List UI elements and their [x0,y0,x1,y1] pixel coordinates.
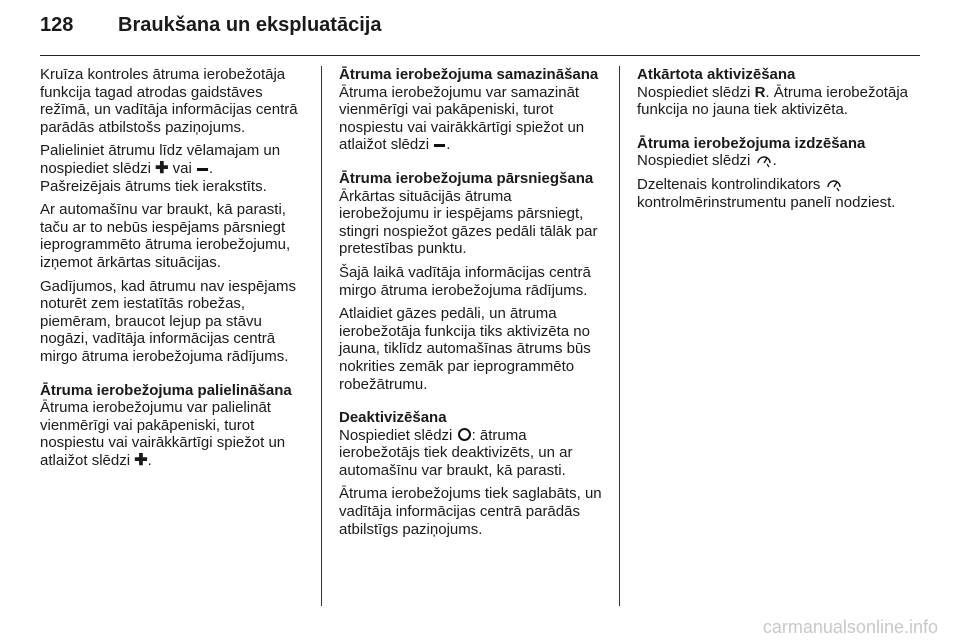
minus-icon [197,168,208,171]
speed-limiter-icon [756,152,772,168]
page-header [40,14,920,37]
paragraph [637,152,909,170]
text: . [209,159,214,177]
section-heading: Ātruma ierobežojuma palielināšana [40,381,292,399]
column-3 [637,66,909,217]
paragraph [339,427,605,480]
speed-limiter-icon [826,176,842,192]
text: Ātruma ierobežojumu var palielināt vienmērīgi vai pakāpeniski, turot nospiestu vai vairākkārtīgi spiežot un atlaižot slēdzi [40,399,286,469]
paragraph: Ar automašīnu var braukt, kā parasti, taču ar to nebūs iespējams pārsniegt ieprogrammēto ātruma ierobežojumu, izņemot ārkārtas situācijas. [40,201,291,271]
paragraph [40,399,312,469]
text: vai [172,159,192,177]
circle-off-icon [458,428,471,441]
paragraph [637,176,909,211]
header-rule [40,55,920,56]
text: Nospiediet slēdzi [637,83,751,101]
section-heading: Atkārtota aktivizēšana [637,66,796,83]
column-divider [321,66,322,606]
paragraph: Ātruma ierobežojums tiek saglabāts, un vadītāja informācijas centrā parādās atbilstīgs paziņojums. [339,485,602,538]
text: Ātruma ierobežojumu var samazināt vienmērīgi vai pakāpeniski, turot nospiestu vai vairākkārtīgi spiežot un atlaižot slēdzi [339,83,585,154]
text: Nospiediet slēdzi [637,152,751,170]
text: Nospiediet slēdzi [339,426,453,444]
column-1 [40,66,312,475]
text: . [772,152,777,170]
text: . [446,136,451,154]
section-heading: Ātruma ierobežojuma pārsniegšana [339,169,594,187]
text: . Ātruma ierobežotāja funkcija no jauna tiek aktivizēta. [637,83,908,119]
column-divider [619,66,620,606]
column-2 [339,66,605,544]
text: . [147,451,152,469]
paragraph: Ārkārtas situācijās ātruma ierobežojumu ir iespējams pārsniegt, stingri nospiežot gāzes pedāli tālāk par pretestības punktu. [339,187,598,258]
text: Pašreizējais ātrums tiek ierakstīts. [40,177,267,195]
watermark: carmanualsonline.info [762,617,938,637]
section-heading: Deaktivizēšana [339,409,447,427]
section-heading: Ātruma ierobežojuma izdzēšana [637,134,866,152]
minus-icon [434,144,445,147]
text: kontrolmērinstrumentu panelī nodziest. [637,193,896,211]
paragraph [637,84,909,119]
text: Palieliniet ātrumu līdz vēlamajam un nospiediet slēdzi [40,142,281,177]
text: Dzeltenais kontrolindikators [637,175,821,193]
paragraph [339,84,605,154]
paragraph [40,142,312,195]
paragraph: Kruīza kontroles ātruma ierobežotāja funkcija tagad atrodas gaidstāves režīmā, un vadītāja informācijas centrā parādās atbilstošs paziņojums. [40,66,298,136]
r-key-label: R [754,83,766,101]
paragraph: Gadījumos, kad ātrumu nav iespējams noturēt zem iestatītās robežas, piemēram, braucot lejup pa stāvu nogāzi, vadītāja informācijas centrā mirgo ātruma ierobežojuma rādījums. [40,277,296,365]
section-heading: Ātruma ierobežojuma samazināšana [339,66,599,83]
text: : ātruma ierobežotājs tiek deaktivizēts, un ar automašīnu var braukt, kā parasti. [339,426,573,479]
page-number: 128 [40,14,74,36]
plus-icon: ✚ [155,159,169,177]
plus-icon: ✚ [134,451,148,469]
paragraph: Šajā laikā vadītāja informācijas centrā mirgo ātruma ierobežojuma rādījums. [339,263,591,299]
page-title: Braukšana un ekspluatācija [118,14,382,36]
paragraph: Atlaidiet gāzes pedāli, un ātruma ierobežotāja funkcija tiks aktivizēta no jauna, tiklīdz automašīnas ātrums būs nokrities zemāk par ieprogrammēto robežātrumu. [339,305,591,393]
